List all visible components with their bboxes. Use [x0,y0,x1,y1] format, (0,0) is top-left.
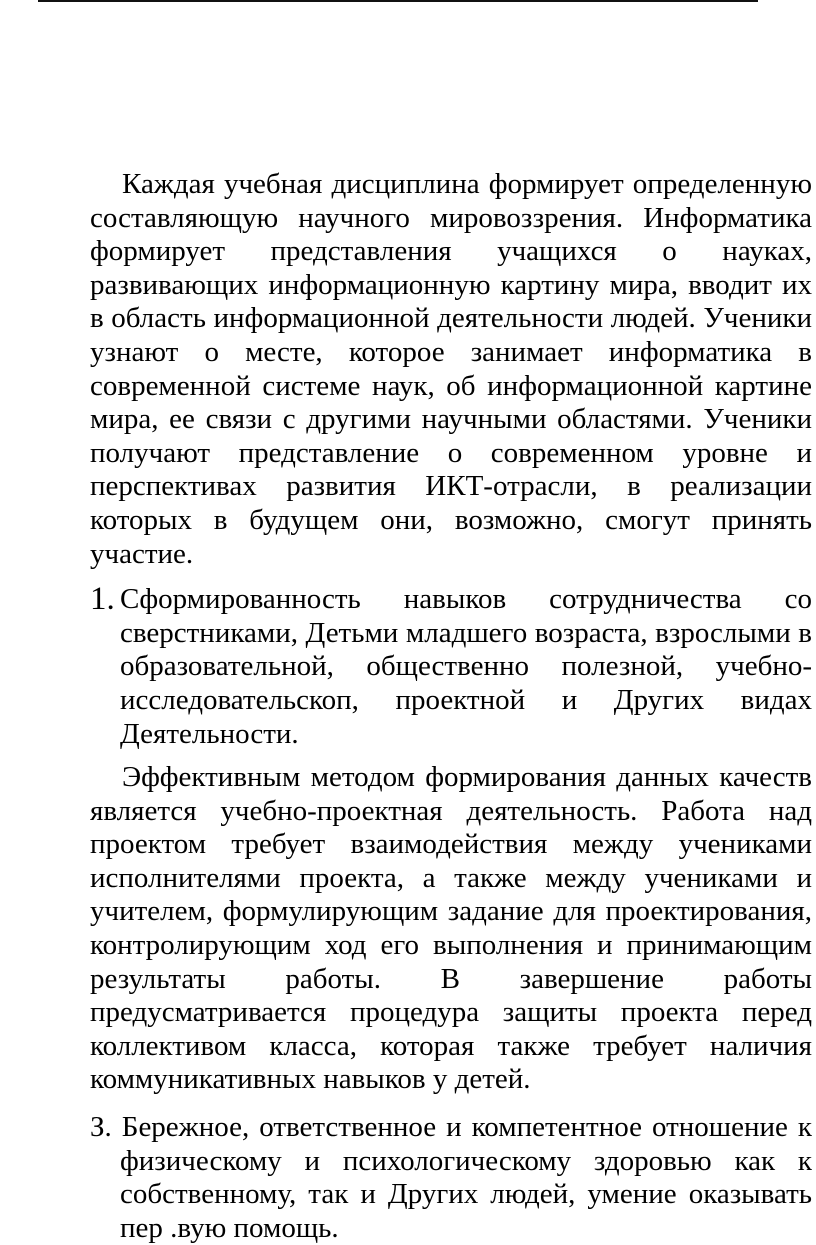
list-item-1 [90,583,812,751]
top-border-line [38,0,758,2]
document-page [90,168,812,1245]
list-item-3: З. Бережное, ответственное и компетентное отношение к физическому и психологическому здоровью как к собственному, так и Других людей, умение оказывать пер .вую помощь. [90,1111,812,1244]
paragraph-project-activity: Эффективным методом формирования данных качеств является учебно-проектная деятельность. Работа над проектом требует взаимодействия между учениками исполнителями проекта, а также между учениками и учителем, формулирующим задание для проектирования, контролирующим ход его выполнения и принимающим результаты работы. В завершение работы предусматривается процедура защиты проекта перед коллективом класса, которая также требует наличия коммуникативных навыков у детей. [90,761,812,1096]
list-item-1-text: Сформированность навыков сотрудничества со сверстниками, Детьми младшего возраста, взрослыми в образовательной, общественно полезной, учебно-исследовательскоп, проектной и Других видах Деятельности. [120,583,812,750]
paragraph-worldview: Каждая учебная дисциплина формирует определенную составляющую научного мировоззрения. Информатика формирует представления учащихся о науках, развивающих информационную картину мира, вводит их в область информационной деятельности людей. Ученики узнают о месте, которое занимает информатика в современной системе наук, об информационной картине мира, ее связи с другими научными областями. Ученики получают представление о современном уровне и перспективах развития ИКТ-отрасли, в реализации которых в будущем они, возможно, смогут принять участие. [90,168,812,570]
list-item-1-number: 1. [90,581,115,618]
